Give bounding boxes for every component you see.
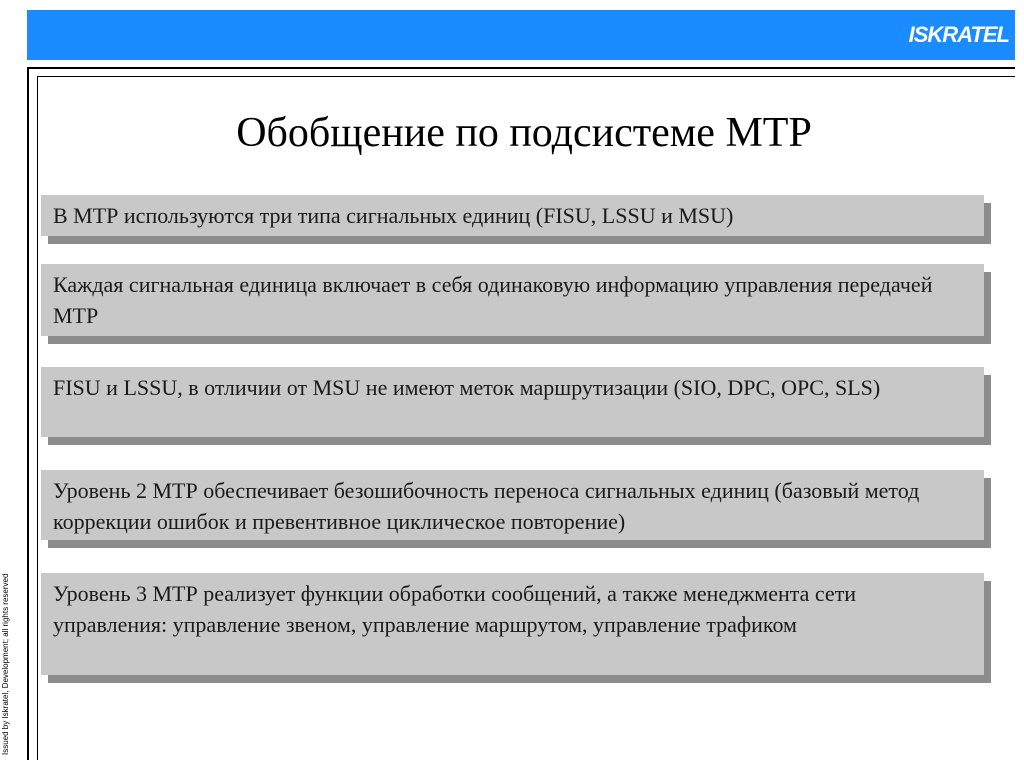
summary-item-4: Уровень 2 МТР обеспечивает безошибочность переноса сигнальных единиц (базовый метод коррекции ошибок и превентивное циклическое повторение) (41, 470, 984, 540)
frame-left-line-outer (27, 67, 29, 760)
summary-item-5: Уровень 3 МТР реализует функции обработки сообщений, а также менеджмента сети управления: управление звеном, управление маршрутом, управление трафиком (41, 573, 984, 675)
summary-item-3: FISU и LSSU, в отличии от MSU не имеют меток маршрутизации (SIO, DPC, OPC, SLS) (41, 367, 984, 437)
summary-item-2: Каждая сигнальная единица включает в себя одинаковую информацию управления передачей МТР (41, 264, 984, 336)
summary-item-1: В МТР используются три типа сигнальных единиц (FISU, LSSU и MSU) (41, 195, 984, 236)
frame-left-line-inner (37, 76, 38, 760)
copyright-note: Issued by Iskratel, Development; all rights reserved (1, 573, 10, 755)
frame-top-line-outer (27, 67, 1015, 69)
page-title: Обобщение по подсистеме МТР (236, 110, 812, 156)
header-bar (27, 10, 1015, 60)
frame-top-line-inner (37, 76, 1015, 77)
brand-logo: ISKRATEL (908, 22, 1009, 47)
